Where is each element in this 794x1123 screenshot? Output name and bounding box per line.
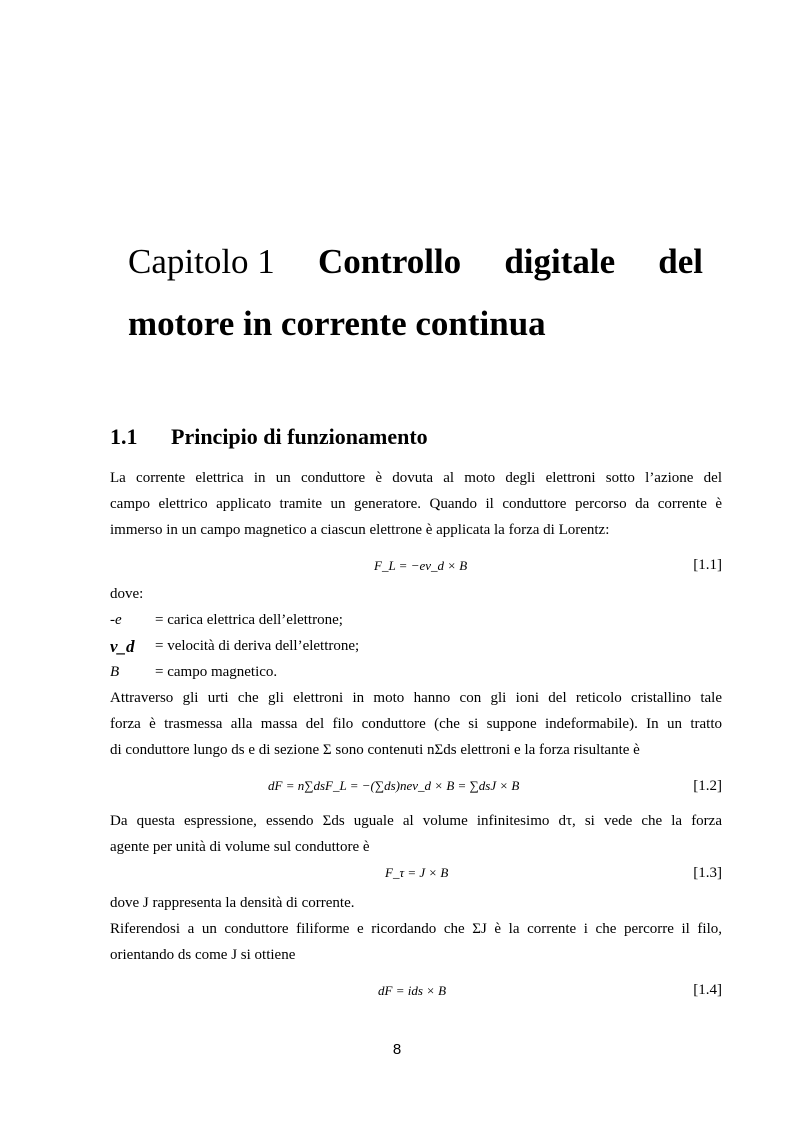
section-number: 1.1 <box>110 424 138 449</box>
text-line: Riferendosi a un conduttore filiforme e ricordando che ΣJ è la corrente i che percorre il filo, <box>110 921 722 937</box>
chapter-title-word: del <box>658 242 703 281</box>
definition-symbol: -e <box>110 612 122 628</box>
text-line: Attraverso gli urti che gli elettroni in moto hanno con gli ioni del reticolo cristallino tale <box>110 690 722 706</box>
equation-number: [1.1] <box>693 557 722 573</box>
definition-symbol: v_d <box>110 637 135 656</box>
chapter-title-word: Controllo <box>317 242 462 281</box>
chapter-title-line2: motore in corrente continua <box>128 304 546 343</box>
paragraph-1 <box>110 465 722 543</box>
text-line: dove J rappresenta la densità di corrente. <box>110 895 355 911</box>
text-line: Da questa espressione, essendo Σds uguale al volume infinitesimo dτ, si vede che la forza <box>110 813 722 829</box>
section-heading <box>110 424 428 450</box>
text-line: La corrente elettrica in un conduttore è dovuta al moto degli elettroni sotto l’azione del <box>110 470 722 486</box>
equation-text: dF = n∑dsF_L = −(∑ds)nev_d × B = ∑dsJ × B <box>268 778 520 793</box>
text-line: campo elettrico applicato tramite un generatore. Quando il conduttore percorso da corrente è <box>110 496 722 512</box>
equation-text: F_L = −ev_d × B <box>374 558 468 573</box>
chapter-prefix: Capitolo 1 <box>128 242 275 281</box>
definition-text: = carica elettrica dell’elettrone; <box>155 612 343 628</box>
equation-number: [1.4] <box>693 982 722 998</box>
definition-text: = campo magnetico. <box>155 664 278 680</box>
chapter-title-line1 <box>128 244 703 279</box>
paragraph-3 <box>110 808 722 860</box>
paragraph-2 <box>110 685 722 763</box>
text-line: di conduttore lungo ds e di sezione Σ sono contenuti nΣds elettroni e la forza risultante è <box>110 742 640 758</box>
dove-label: dove: <box>110 586 144 602</box>
definition-text: = velocità di deriva dell’elettrone; <box>155 638 360 654</box>
equation-number: [1.2] <box>693 778 722 794</box>
text-line: orientando ds come J si ottiene <box>110 947 296 963</box>
paragraph-4 <box>110 890 722 968</box>
definition-symbol: B <box>110 664 120 680</box>
equation-1-4 <box>378 983 446 999</box>
equation-1-3 <box>385 865 448 881</box>
equation-text: F_τ = J × B <box>385 865 449 880</box>
chapter-title-word: digitale <box>504 242 616 281</box>
equation-1-1 <box>374 558 467 574</box>
equation-text: dF = ids × B <box>378 983 447 998</box>
text-line: forza è trasmessa alla massa del filo conduttore (che si suppone indeformabile). In un tratto <box>110 716 722 732</box>
equation-1-2 <box>268 778 519 794</box>
text-line: immerso in un campo magnetico a ciascun elettrone è applicata la forza di Lorentz: <box>110 522 610 538</box>
page-number: 8 <box>392 1041 402 1058</box>
text-line: agente per unità di volume sul conduttore è <box>110 839 370 855</box>
section-title: Principio di funzionamento <box>171 424 428 449</box>
equation-number: [1.3] <box>693 865 722 881</box>
